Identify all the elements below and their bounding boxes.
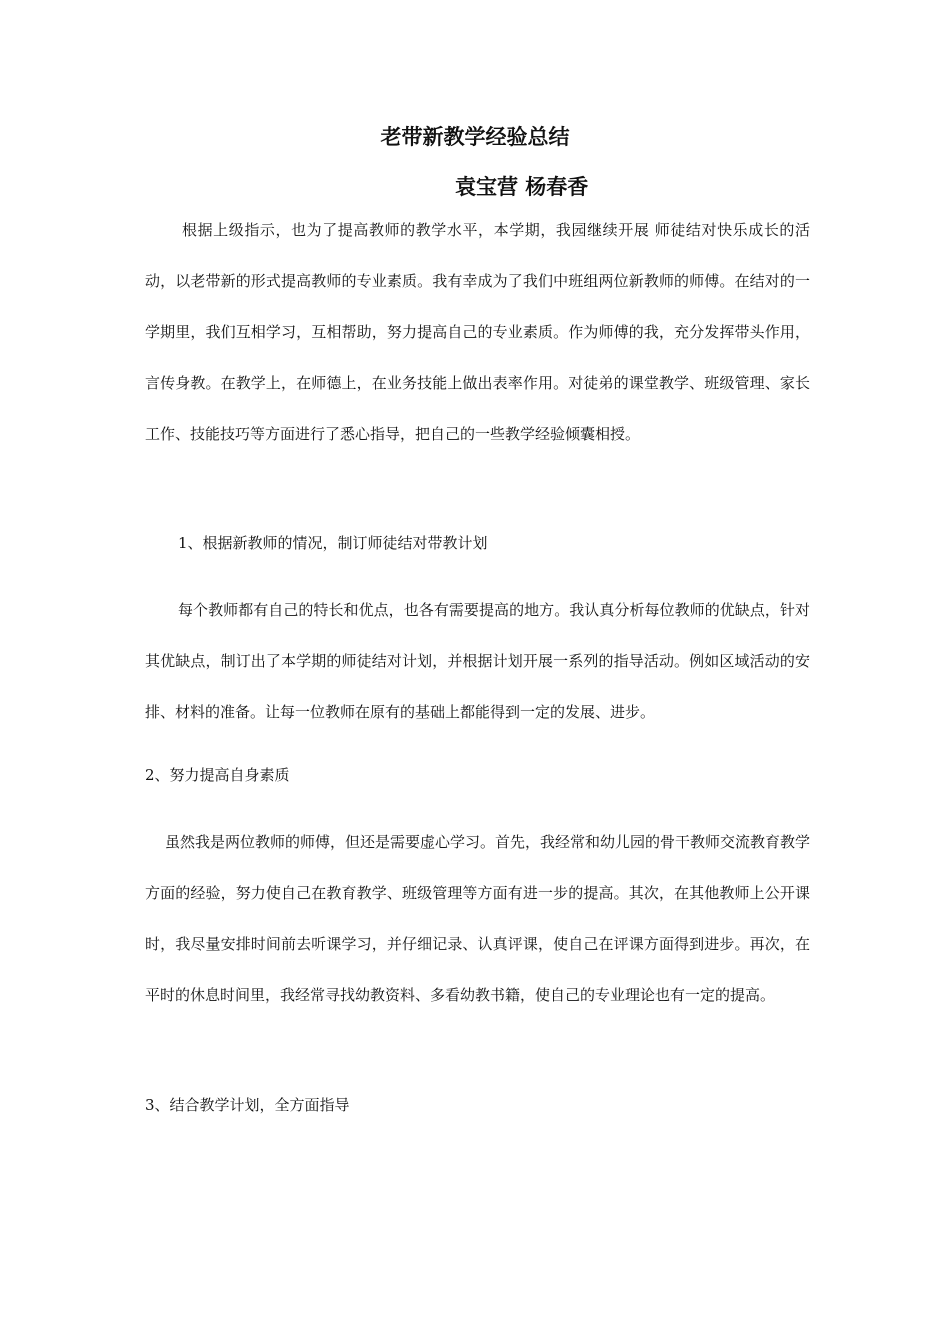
document-title: 老带新教学经验总结	[380, 125, 570, 149]
section-heading-1: 1、根据新教师的情况，制订师徒结对带教计划	[178, 534, 488, 552]
paragraph-intro: 根据上级指示，也为了提高教师的教学水平，本学期，我园继续开展 师徒结对快乐成长的活动，以老带新的形式提高教师的专业素质。我有幸成为了我们中班组两位新教师的师傅。在结对的一学期里，我们互相学习，互相帮助，努力提高自己的专业素质。作为师傅的我，充分发挥带头作用，言传身教。在教学上，在师德上，在业务技能上做出表率作用。对徒弟的课堂教学、班级管理、家长工作、技能技巧等方面进行了悉心指导，把自己的一些教学经验倾囊相授。	[145, 221, 810, 443]
section-heading-2: 2、努力提高自身素质	[145, 766, 290, 784]
paragraph-section-1: 每个教师都有自己的特长和优点，也各有需要提高的地方。我认真分析每位教师的优缺点，针对其优缺点，制订出了本学期的师徒结对计划，并根据计划开展一系列的指导活动。例如区域活动的安排、材料的准备。让每一位教师在原有的基础上都能得到一定的发展、进步。	[145, 601, 810, 721]
document-authors: 袁宝营 杨春香	[455, 175, 589, 199]
paragraph-section-2: 虽然我是两位教师的师傅，但还是需要虚心学习。首先，我经常和幼儿园的骨干教师交流教育教学方面的经验，努力使自己在教育教学、班级管理等方面有进一步的提高。其次，在其他教师上公开课时，我尽量安排时间前去听课学习，并仔细记录、认真评课，使自己在评课方面得到进步。再次，在平时的休息时间里，我经常寻找幼教资料、多看幼教书籍，使自己的专业理论也有一定的提高。	[145, 833, 811, 1004]
section-heading-3: 3、结合教学计划，全方面指导	[145, 1096, 350, 1114]
